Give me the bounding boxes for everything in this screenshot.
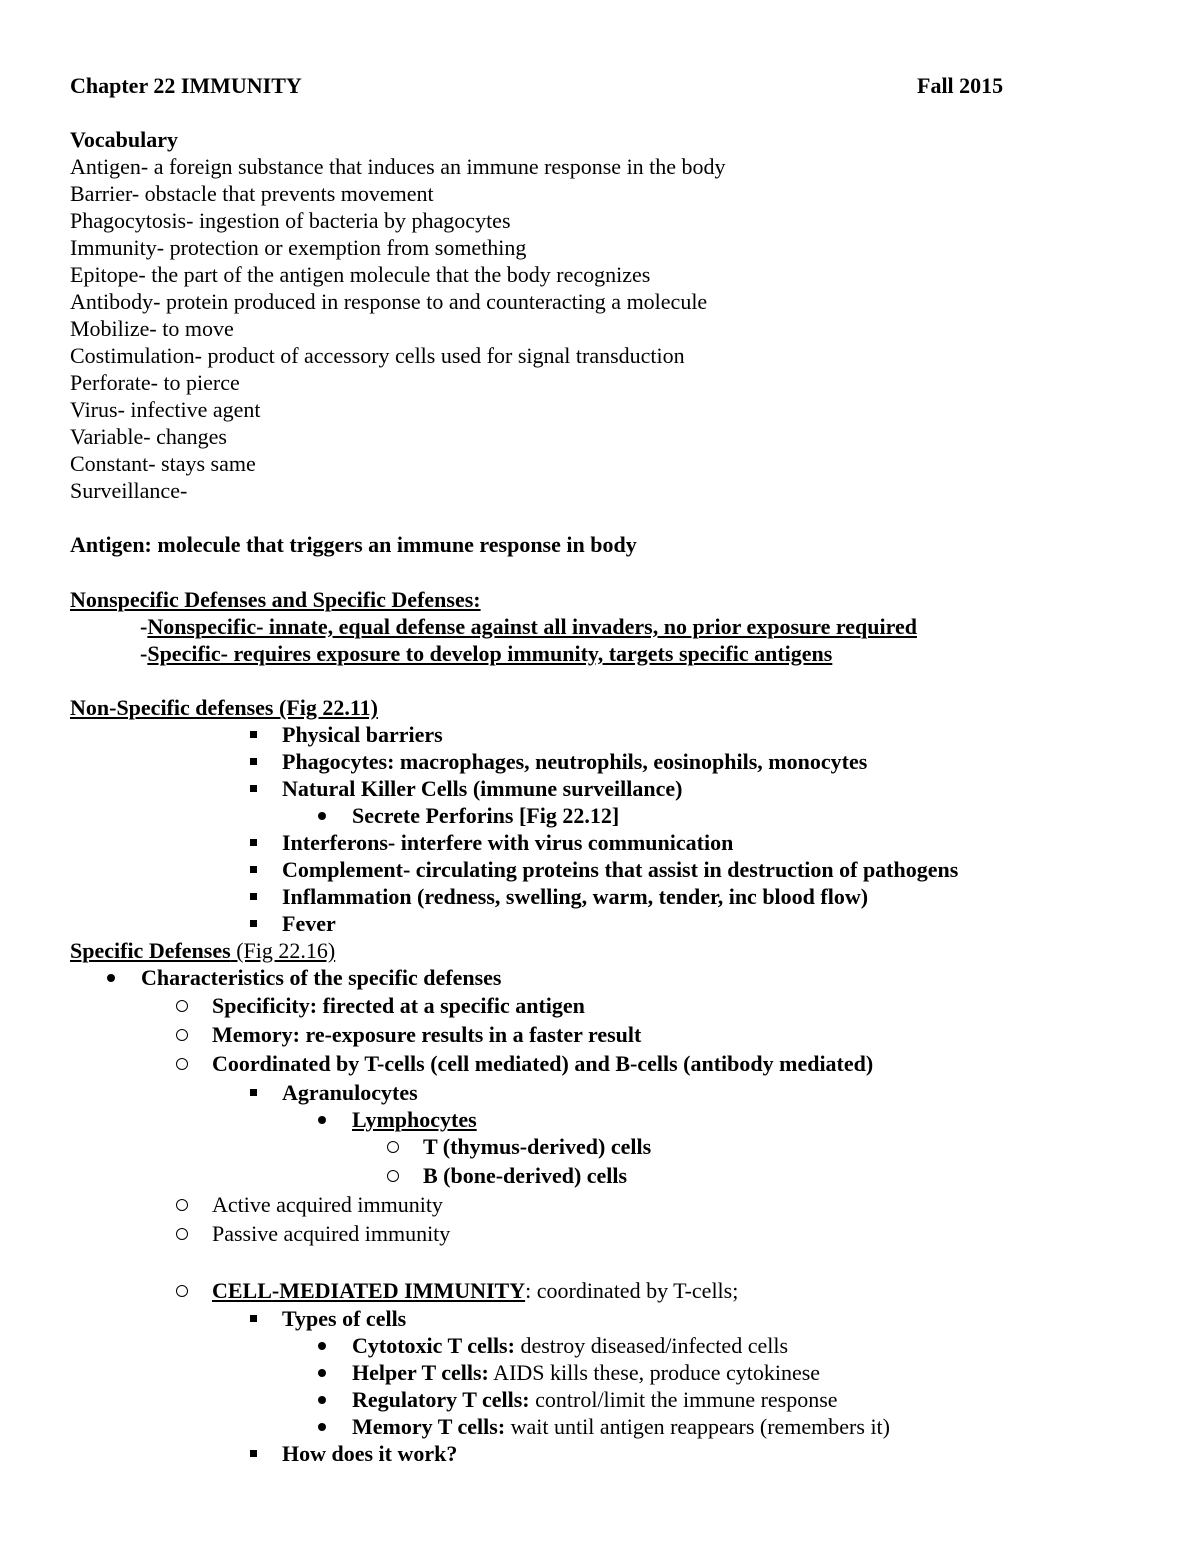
specific-heading: [70, 937, 335, 964]
list-item: Physical barriers: [282, 722, 443, 747]
regulatory-desc: control/limit the immune response: [529, 1387, 838, 1412]
antigen-definition: Antigen: molecule that triggers an immune response in body: [70, 532, 637, 557]
vocab-item: Barrier- obstacle that prevents movement: [70, 181, 434, 206]
nonspecific-summary-text: Nonspecific- innate, equal defense against all invaders, no prior exposure required: [147, 614, 917, 639]
list-item: Coordinated by T-cells (cell mediated) and B-cells (antibody mediated): [212, 1051, 874, 1076]
specific-heading-fig: (Fig 22.16): [230, 938, 336, 963]
square-bullet-icon: [238, 883, 268, 910]
list-item: Lymphocytes: [352, 1107, 477, 1132]
circle-bullet-icon: [167, 1191, 197, 1218]
circle-bullet-icon: [167, 992, 197, 1019]
specific-summary: [140, 640, 832, 667]
helper-label: Helper T cells:: [352, 1360, 489, 1385]
cmi-line: [212, 1277, 738, 1304]
square-bullet-icon: [238, 1440, 268, 1467]
circle-bullet-icon: [167, 1220, 197, 1247]
circle-bullet-icon: [167, 1050, 197, 1077]
circle-bullet-icon: [167, 1021, 197, 1048]
list-item: Secrete Perforins [Fig 22.12]: [352, 803, 620, 828]
defenses-overview-heading: Nonspecific Defenses and Specific Defenses:: [70, 587, 481, 612]
circle-bullet-icon: [378, 1133, 408, 1160]
square-bullet-icon: [238, 775, 268, 802]
list-item: B (bone-derived) cells: [423, 1163, 628, 1188]
list-item: Characteristics of the specific defenses: [141, 965, 502, 990]
square-bullet-icon: [238, 910, 268, 937]
vocab-item: Costimulation- product of accessory cells used for signal transduction: [70, 343, 685, 368]
regulatory-label: Regulatory T cells:: [352, 1387, 530, 1412]
memory-t-label: Memory T cells:: [352, 1414, 506, 1439]
square-bullet-icon: [238, 748, 268, 775]
dash: -: [140, 641, 148, 666]
dot-bullet-icon: [307, 1413, 337, 1440]
vocab-item: Constant- stays same: [70, 451, 256, 476]
square-bullet-icon: [238, 721, 268, 748]
list-item: [352, 1359, 820, 1386]
list-item: How does it work?: [282, 1441, 458, 1466]
list-item: Inflammation (redness, swelling, warm, tender, inc blood flow): [282, 884, 869, 909]
list-item: Passive acquired immunity: [212, 1221, 451, 1246]
cmi-title: CELL-MEDIATED IMMUNITY: [212, 1278, 526, 1303]
list-item: Fever: [282, 911, 336, 936]
square-bullet-icon: [238, 856, 268, 883]
vocab-item: Virus- infective agent: [70, 397, 261, 422]
list-item: Natural Killer Cells (immune surveillance): [282, 776, 683, 801]
list-item: Active acquired immunity: [212, 1192, 443, 1217]
helper-desc: AIDS kills these, produce cytokinese: [488, 1360, 821, 1385]
nonspecific-summary: [140, 613, 917, 640]
cytotoxic-desc: destroy diseased/infected cells: [514, 1333, 789, 1358]
dot-bullet-icon: [307, 1359, 337, 1386]
memory-t-desc: wait until antigen reappears (remembers it): [505, 1414, 890, 1439]
vocab-item: Variable- changes: [70, 424, 227, 449]
vocab-item: Surveillance-: [70, 478, 188, 503]
vocab-item: Phagocytosis- ingestion of bacteria by phagocytes: [70, 208, 511, 233]
document-title: Chapter 22 IMMUNITY: [70, 73, 302, 98]
list-item: [352, 1332, 788, 1359]
circle-bullet-icon: [378, 1162, 408, 1189]
list-item: Types of cells: [282, 1306, 407, 1331]
document-term: Fall 2015: [917, 73, 1004, 98]
list-item: [352, 1386, 838, 1413]
list-item: Interferons- interfere with virus communication: [282, 830, 734, 855]
nonspecific-heading: Non-Specific defenses (Fig 22.11): [70, 695, 378, 720]
list-item: Phagocytes: macrophages, neutrophils, eosinophils, monocytes: [282, 749, 868, 774]
vocab-item: Immunity- protection or exemption from something: [70, 235, 527, 260]
dot-bullet-icon: [307, 1332, 337, 1359]
vocabulary-heading: Vocabulary: [70, 127, 178, 152]
specific-heading-title: Specific Defenses: [70, 938, 231, 963]
dot-bullet-icon: [96, 964, 126, 991]
cytotoxic-label: Cytotoxic T cells:: [352, 1333, 515, 1358]
list-item: Complement- circulating proteins that assist in destruction of pathogens: [282, 857, 959, 882]
list-item: Agranulocytes: [282, 1080, 418, 1105]
dash: -: [140, 614, 148, 639]
cmi-description: : coordinated by T-cells;: [525, 1278, 739, 1303]
square-bullet-icon: [238, 829, 268, 856]
dot-bullet-icon: [307, 802, 337, 829]
vocab-item: Mobilize- to move: [70, 316, 234, 341]
square-bullet-icon: [238, 1305, 268, 1332]
specific-summary-text: Specific- requires exposure to develop immunity, targets specific antigens: [147, 641, 833, 666]
list-item: Specificity: firected at a specific antigen: [212, 993, 585, 1018]
vocab-item: Perforate- to pierce: [70, 370, 240, 395]
list-item: [352, 1413, 890, 1440]
vocab-item: Epitope- the part of the antigen molecule that the body recognizes: [70, 262, 651, 287]
list-item: T (thymus-derived) cells: [423, 1134, 652, 1159]
list-item: Memory: re-exposure results in a faster result: [212, 1022, 642, 1047]
circle-bullet-icon: [167, 1277, 197, 1304]
vocab-item: Antigen- a foreign substance that induces an immune response in the body: [70, 154, 726, 179]
dot-bullet-icon: [307, 1386, 337, 1413]
square-bullet-icon: [238, 1079, 268, 1106]
dot-bullet-icon: [307, 1106, 337, 1133]
vocab-item: Antibody- protein produced in response to and counteracting a molecule: [70, 289, 708, 314]
